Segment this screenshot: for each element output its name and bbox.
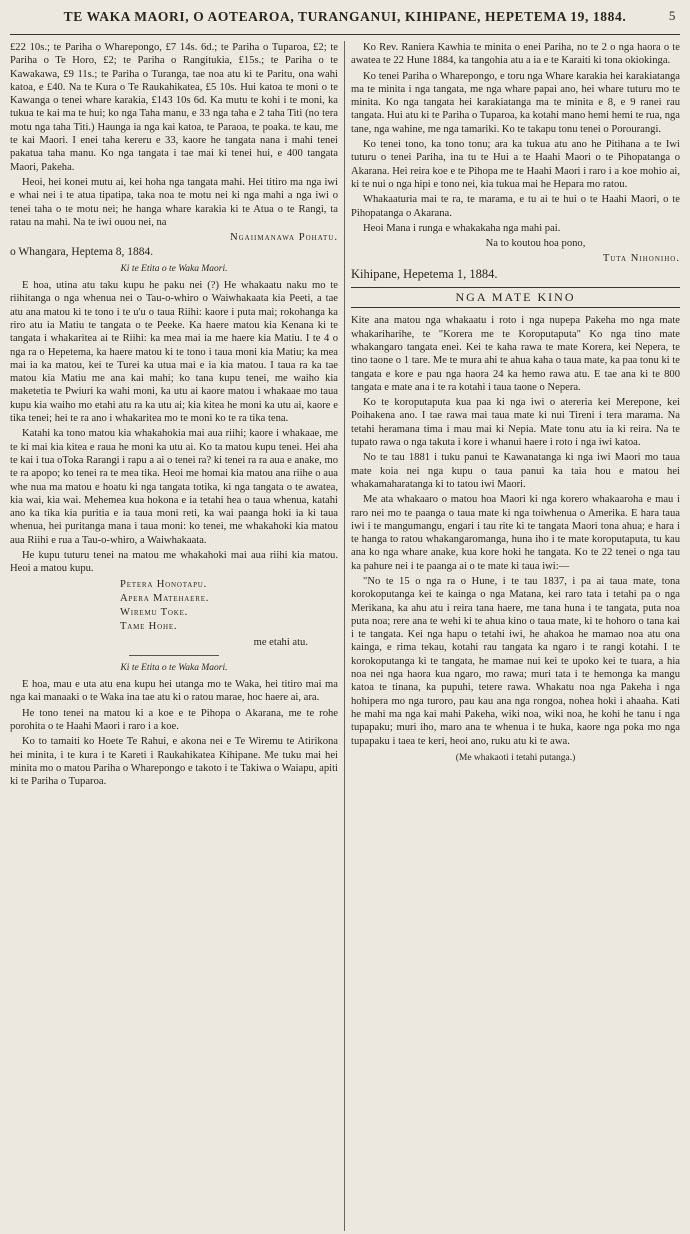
letter-heading-1: Ki te Etita o te Waka Maori. <box>120 263 228 274</box>
right-paragraph-2: Ko tenei Pariha o Wharepongo, e toru nga Whare karakia hei karakiatanga ma te minita i nga tangata, me nga whare papai ano, hei whare tuturu mo te minita. Ko nga tangata hei karakiatanga ma te minita e 8, e 9 ranei rau tangata. Hui atu ki te Pariha o Tuparoa, ka kotahi mano hemi hemi te rua, nga tane, nga wahine, me nga tamariki. Ko te takapu tonu tenei o Porourangi. <box>351 70 680 135</box>
left-paragraph-1: £22 10s.; te Pariha o Wharepongo, £7 14s. 6d.; te Pariha o Tuparoa, £2; te Pariha o Te Horo, £2; te Pariha o Rangitukia, £15s.; te Pariha o te Kawakawa, £9 11s.; te Pariha o Turanga, tae noa atu ki te Paritu, ona wahi katoa, e £40. Na te Kura o Te Raukahikatea, £5 10s. Hui katoa te moni o te Kawanga o tenei whare karakia, £143 10s 6d. Ka mutu te kohi i te moni, ka tukua te kai ma te hui; ko nga Taha manu, e 33 nga taha e 2 taha Titi (no tera motu nga taha Titi.) Haunga ia nga kai katoa, te Paraoa, te poaka. te kau, me te kai Maori. I enei taha kereru e 33, kaore he tangata nana i mahi tenei pakatua taha manu. Ko nga tangata i tae mai ki tenei hui, e 400 tangata Maori, Pakeha. <box>10 42 338 173</box>
left-paragraph-4: Katahi ka tono matou kia whakahokia mai aua riihi; kaore i whakaae, me te ki mai kia kitea e raua he moni ka utu ai. Ko ta matou kupu tenei. Hei aha te kai i tua oToka Rarangi i rapu a ai o tenei ra? ki tenei ra ra aua e anake, mo te ra apopo; ko tenei ra te mea tika. Heoi me homai kia matou ana riihe o aua whe nua ma matou e hoatu ki nga tangata totika, ki nga tangata o te awatea, kia wai, kia wai. Mehemea kua hokona e ia tetahi hea o taua whenua, katahi ano ka tika kia puritia e ia taua moni reti, ka wai paanga hoki ia ki taua whenua, hei puritanga mana i taua moni: ko tenei, me whakahoki kia matou aua Riihi e rua a Tau-o-whiro, a Waiwhakaata. <box>10 428 338 546</box>
right-paragraph-7: Kite ana matou nga whakaatu i roto i nga nupepa Pakeha mo nga mate whakariharihe, te "Korera me te Koroputaputa" Ko nga tino mate whakangaro tangata enei. Kei te kaha rawa te mate Korera, kei Nepera, te tino taone o 1 tare. Me te mura ahi te ahua kaha o taua mate, ka paa tonu ki te tangata e kore e pau nga haora 24 ka hemo rawa atu. E tae ana ki te 800 tangata e mate ana i te ra kotahi i taua taone o Nepera. <box>351 315 680 393</box>
dateline-whangara: o Whangara, Heptema 8, 1884. <box>10 246 154 259</box>
masthead-rule <box>10 34 680 35</box>
right-paragraph-3: Ko tenei tono, ka tono tonu; ara ka tukua atu ano he Pitihana a te Iwi tuturu o tenei Pariha, ina tu te Hui a te Haahi Maori o te Pihopatanga o Akarana. Hei reira koe e te Pihopa me te Haahi Maori i raro i a koe mohio ai, ki te nui o nga hipi e tono nei, kia tukua mai he Hepara mo ratou. <box>351 139 680 190</box>
right-paragraph-4: Whakaaturia mai te ra, te marama, e tu ai te hui o te Haahi Maori, o te Pihopatanga o Akarana. <box>351 194 680 219</box>
letter-heading-2: Ki te Etita o te Waka Maori. <box>120 662 228 673</box>
page-number: 5 <box>668 8 676 23</box>
masthead <box>10 4 680 30</box>
left-paragraph-8: Ko to tamaiti ko Hoete Te Rahui, e akona nei e Te Wiremu te Atirikona hei minita, i te kura i te Kareti i Raukahikatea Kihipane. Me tuku mai hei minita mo o matou Pariha o Wharepongo e takoto i te Takiwa o Waiapu, apiti ki te Pariha o Tuparoa. <box>10 736 338 788</box>
left-column <box>10 41 345 1231</box>
left-paragraph-2: Heoi, hei konei mutu ai, kei hoha nga tangata mahi. Hei titiro ma nga iwi e whai nei i te atua tipatipa, taka noa te motu nei ki nga mahi a nga iwi o tenei taha o te motu nei; he hanga whare karakia ki te Atua o te Rangi, ta ratau na mahi. Na te iwi ouou nei, na <box>10 176 338 228</box>
signature-nihoniho: Tuta Nihoniho. <box>602 253 680 265</box>
signatory-name: Tame Hohe. <box>120 620 178 632</box>
signatory-name: Wiremu Toke. <box>120 606 189 618</box>
divider <box>129 655 219 656</box>
left-paragraph-3: E hoa, utina atu taku kupu he paku nei (?) He whakaatu naku mo te riihitanga o nga whenua nei o Tau-o-whiro o Waiwhakaata kia Peeti, a tae atu ana matou ki te tono i te u'u o taua Riihi: kaore i puta mai; rokohanga ka riro atu ia Matiu te tangata o te Peeke. Ka haere matou kia Kenana ki te tangata i whakaritea ai te Riihi: ka mea mai ia me haere kia Matiu. I te 4 o nga ra o Hepetema, ka haere matou ki te tono i taua moni kia Matiu; ka mea mai ia ka matou, kei te Turei ka utua mai e ia kia matou. I taua ra ka tae matou kia Matiu me ana kai mahi; ko tana kupu tenei, me waiho kia maketetia te Pwiuri ka wahi moni, ka utu ai kaore matou i whakaae mo taua kupu kia waiho mo etahi atu ra ka utu ai; kia kitea he moni ka utu ai, kaore e tika tenei; hei te ra ano i whakaritea mo te moni ko te ra tika tena. <box>10 280 338 425</box>
left-paragraph-7: He tono tenei na matou ki a koe e te Pihopa o Akarana, me te rohe porohita o te Haahi Maori i raro i a koe. <box>10 707 338 733</box>
section-title-nga-mate-kino: NGA MATE KINO <box>351 287 680 308</box>
signatory-name: Petera Honotapu. <box>120 578 208 590</box>
continued-note: (Me whakaoti i tetahi putanga.) <box>455 752 576 763</box>
columns <box>10 41 680 1231</box>
right-paragraph-1: Ko Rev. Raniera Kawhia te minita o enei Pariha, no te 2 o nga haora o te awatea te 22 Hune 1884, ka tangohia atu a ia e te Karaiti ki tona okiokinga. <box>351 42 680 67</box>
left-paragraph-5: He kupu tuturu tenei na matou me whakahoki mai aua riihi kia matou. Heoi a matou kupu. <box>10 549 338 575</box>
right-paragraph-11: "No te 15 o nga ra o Hune, i te tau 1837, i pa ai taua mate, tona korokoputanga kei te kainga o nga Matana, kei raro tata i tetahi pa o nga Merikana, ka ahu atu i reira tana haere, me tana huna i te tangata, puta noa puta noa; rere ana te wehi ki te ahua kino o taua mate, ki te hohoro o tana kai i te tangata. Kei nga hapu o tetahi iwi, he ahakoa he mamao noa atu ona kainga, e rima tekau, kotahi rau tangata ka ngaro i te rangi kotahi. I te korokoputanga ki te tangata, he mamae nui kei te upoko kei te tuara, a hia noa nei nga haora kua ngaro, mo rawa; muri tata i te hemonga ka mangu katoa te tinana, ka pupuhi, tetere rawa. Whakatu noa nga Pakeha i nga hohipera mo nga turoro, pau kau ana nga rongoa, nohea hoki i ahaaha. Kati he mahi ma nga kai mahi Pakeha, wiki noa, wiki noa, he kohi he tanu i nga tupapaku; muri iho, maro ana te whenua i te huka, kaore nga poka mo nga tupapaku i taea te keri, heoi ano, ruku atu ki te awa. <box>351 575 680 747</box>
dateline-kihipane: Kihipane, Hepetema 1, 1884. <box>351 266 498 281</box>
right-paragraph-5: Heoi Mana i runga e whakakaha nga mahi pai. <box>363 222 561 234</box>
masthead-title: TE WAKA MAORI, O AOTEAROA, TURANGANUI, KIHIPANE, HEPETEMA 19, 1884. <box>63 9 627 24</box>
right-column <box>345 41 680 1231</box>
valediction: Na to koutou hoa pono, <box>485 238 586 250</box>
closing-others: me etahi atu. <box>253 636 308 648</box>
signatory-name: Apera Matehaere. <box>120 592 210 604</box>
signatories <box>10 578 338 634</box>
right-paragraph-9: No te tau 1881 i tuku panui te Kawanatanga ki nga iwi Maori mo taua mate koia nei nga kupu o taua panui ka taia hou e matou hei whakamaharatanga ki to tatou iwi Maori. <box>351 452 680 490</box>
right-paragraph-8: Ko te koroputaputa kua paa ki nga iwi o atereria kei Merepone, kei Poihakena ano. I tae rawa mai taua mate ki nui Tireni i tera marama. Na tetahi heramana tima i mau mai ki Nepia. Mate tonu atu ia ki reira. Na te tupato rawa o nga takuta i kore i whanui haere i roto i nga iwi katoa. <box>351 397 680 449</box>
signature-pohatu: Ngaiimanawa Pohatu. <box>229 232 338 244</box>
left-paragraph-6: E hoa, mau e uta atu ena kupu hei utanga mo te Waka, hei titiro mai ma nga kai manaaki o te Waka ina tae atu ki o ratou marae, hoc haere ai, ara. <box>10 679 338 704</box>
right-paragraph-10: Me ata whakaaro o matou hoa Maori ki nga korero whakaaroha e mau i raro nei mo te paanga o taua mate ki nga toiwhenua o Amerika. E hara taua iwi i te mangumangu, engari i tau rite ki te tangata Maori tona ahua; e hara i te hanga to ratou whakangaromanga, huna iho i te mate koroputaputa, tu kau ana ko nga whare anake, kua kore hoki he tangata. Ko te 22 tenei o nga tau ka pahure nei i te paanga ai o te mate ki taua iwi:— <box>351 494 680 572</box>
